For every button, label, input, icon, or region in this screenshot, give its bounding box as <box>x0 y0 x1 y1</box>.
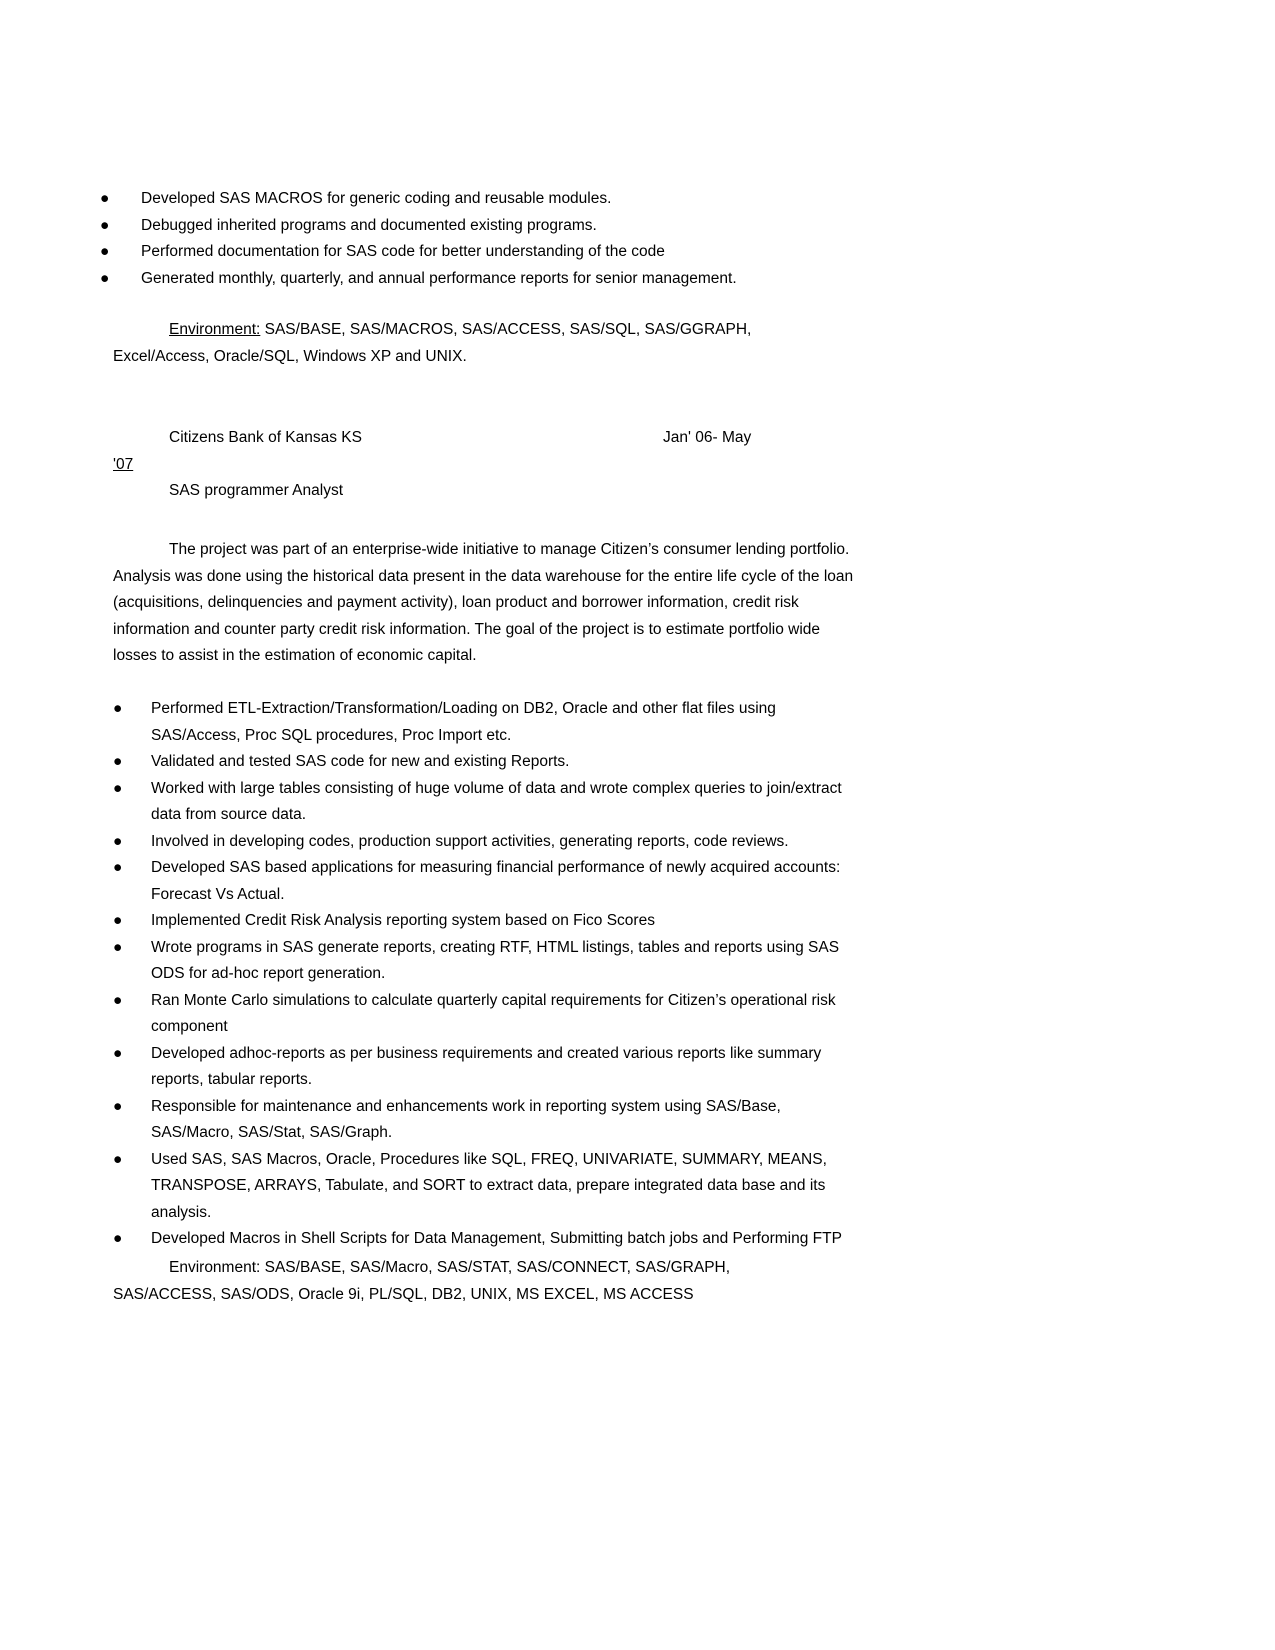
bullet-icon: ● <box>100 216 110 234</box>
bullet-icon: ● <box>113 1230 123 1247</box>
list-item: ● Debugged inherited programs and documented existing programs. <box>100 213 860 240</box>
list-item: ● Performed ETL-Extraction/Transformation/Loading on DB2, Oracle and other flat files using SAS/Access, Proc SQL procedures, Proc Import etc. <box>113 696 865 749</box>
bullet-icon: ● <box>113 859 123 876</box>
bullet-icon: ● <box>113 1097 123 1115</box>
list-item: ● Developed SAS MACROS for generic coding and reusable modules. <box>100 186 860 213</box>
job-header <box>113 425 855 478</box>
list-item: ● Generated monthly, quarterly, and annual performance reports for senior management. <box>100 266 860 293</box>
list-item: ● Developed SAS based applications for measuring financial performance of newly acquired accounts: Forecast Vs Actual. <box>113 855 865 908</box>
list-item: ● Involved in developing codes, production support activities, generating reports, code reviews. <box>113 829 865 856</box>
list-item: ● Implemented Credit Risk Analysis reporting system based on Fico Scores <box>113 908 865 935</box>
job-title: SAS programmer Analyst <box>169 482 344 499</box>
bullet-icon: ● <box>113 991 123 1009</box>
bullet-icon: ● <box>113 700 123 717</box>
responsibilities-list <box>113 696 865 1253</box>
environment-paragraph: Environment: SAS/BASE, SAS/Macro, SAS/STAT, SAS/CONNECT, SAS/GRAPH, SAS/ACCESS, SAS/ODS, Oracle 9i, PL/SQL, DB2, UNIX, MS EXCEL, MS ACCESS <box>113 1259 731 1303</box>
list-item: ● Developed adhoc-reports as per business requirements and created various reports like summary reports, tabular reports. <box>113 1041 865 1094</box>
list-item: ● Validated and tested SAS code for new and existing Reports. <box>113 749 865 776</box>
list-item: ● Developed Macros in Shell Scripts for Data Management, Submitting batch jobs and Performing FTP <box>113 1226 865 1253</box>
bullet-icon: ● <box>113 938 123 956</box>
list-item: ● Worked with large tables consisting of huge volume of data and wrote complex queries to join/extract data from source data. <box>113 776 865 829</box>
bullet-icon: ● <box>113 1150 123 1168</box>
list-item: ● Responsible for maintenance and enhancements work in reporting system using SAS/Base, SAS/Macro, SAS/Stat, SAS/Graph. <box>113 1094 865 1147</box>
bullet-icon: ● <box>113 753 123 770</box>
responsibilities-list-previous-job <box>100 186 860 292</box>
list-item: ● Used SAS, SAS Macros, Oracle, Procedures like SQL, FREQ, UNIVARIATE, SUMMARY, MEANS, TRANSPOSE, ARRAYS, Tabulate, and SORT to extract data, prepare integrated data base and its analysis. <box>113 1147 865 1227</box>
project-description: The project was part of an enterprise-wide initiative to manage Citizen’s consumer lending portfolio. Analysis was done using the historical data present in the data warehouse for the entire life cycle of the loan (acquisitions, delinquencies and payment activity), loan product and borrower information, credit risk information and counter party credit risk information. The goal of the project is to estimate portfolio wide losses to assist in the estimation of economic capital. <box>113 541 854 664</box>
job-dates-continued: '07 <box>113 455 134 473</box>
bullet-icon: ● <box>113 779 123 797</box>
environment-paragraph-previous-job <box>113 317 833 370</box>
environment-text: SAS/BASE, SAS/MACROS, SAS/ACCESS, SAS/SQL, SAS/GGRAPH, Excel/Access, Oracle/SQL, Windows XP and UNIX. <box>113 321 752 365</box>
bullet-icon: ● <box>113 912 123 929</box>
job-dates: Jan' 06- May <box>663 429 752 446</box>
bullet-icon: ● <box>113 1044 123 1062</box>
list-item: ● Performed documentation for SAS code for better understanding of the code <box>100 239 860 266</box>
bullet-icon: ● <box>113 832 123 850</box>
bullet-icon: ● <box>100 269 110 287</box>
company-name: Citizens Bank of Kansas KS <box>169 429 362 446</box>
bullet-icon: ● <box>100 243 110 260</box>
list-item: ● Ran Monte Carlo simulations to calculate quarterly capital requirements for Citizen’s operational risk component <box>113 988 865 1041</box>
list-item: ● Wrote programs in SAS generate reports, creating RTF, HTML listings, tables and reports using SAS ODS for ad-hoc report generation. <box>113 935 865 988</box>
bullet-icon: ● <box>100 190 110 207</box>
environment-label: Environment: <box>169 321 261 338</box>
